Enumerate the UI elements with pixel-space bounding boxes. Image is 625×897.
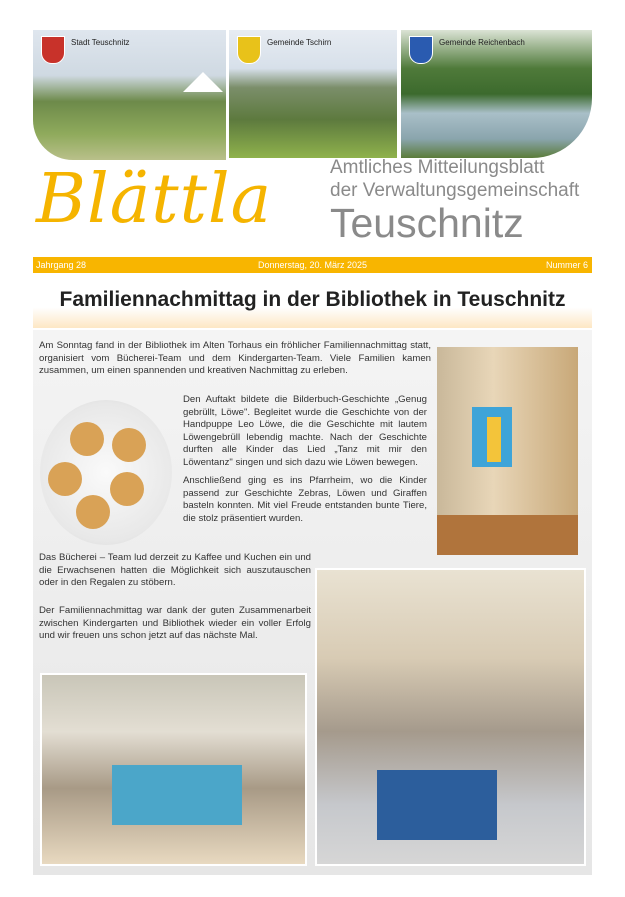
photo-reichenbach <box>401 30 592 158</box>
craft-table-photo <box>40 673 307 866</box>
issue-bar <box>33 257 592 273</box>
photo-tschirn <box>229 30 397 158</box>
photo-teuschnitz <box>33 30 226 160</box>
paragraph-3: Anschließend ging es ins Pfarrheim, wo die Kinder passend zur Geschichte Zebras, Löwen und Giraffen basteln konnten. Mit viel Freude entstanden bunte Tiere, die stolz präsentiert wurden. <box>183 475 427 524</box>
paragraph-4: Das Bücherei – Team lud derzeit zu Kaffee und Kuchen ein und die Erwachsenen hatten die Möglichkeit sich auszutauschen oder in den Regalen zu stöbern. <box>39 552 311 589</box>
newsletter-logo: Blättla <box>36 160 273 239</box>
paragraph-5: Der Familiennachmittag war dank der guten Zusammenarbeit zwischen Kindergarten und Bibliothek wieder ein voller Erfolg und wir freuen uns schon jetzt auf das nächste Mal. <box>39 605 311 642</box>
town-name: Teuschnitz <box>330 200 524 246</box>
issue-number: Nummer 6 <box>545 260 588 270</box>
article-body <box>33 330 592 875</box>
crest-icon <box>409 36 433 64</box>
volume: Jahrgang 28 <box>36 260 87 270</box>
child-with-giraffe-photo <box>437 347 578 555</box>
issue-date: Donnerstag, 20. März 2025 <box>257 260 368 270</box>
crest-icon <box>41 36 65 64</box>
photo-label: Gemeinde Reichenbach <box>439 38 525 47</box>
crest-icon <box>237 36 261 64</box>
cookies-photo <box>40 400 172 545</box>
article-headline: Familiennachmittag in der Bibliothek in Teuschnitz <box>33 282 592 328</box>
photo-label: Gemeinde Tschirn <box>267 38 332 47</box>
subtitle-line-1: Amtliches Mitteilungsblatt <box>330 157 545 178</box>
paragraph-1: Am Sonntag fand in der Bibliothek im Alten Torhaus ein fröhlicher Familiennachmittag statt, organisiert vom Bücherei-Team und dem Kindergarten-Team. Viele Familien kamen zusammen, um einen spannenden und kreativen Nachmittag zu erleben. <box>39 340 431 377</box>
subtitle-line-2: der Verwaltungsgemeinschaft <box>330 180 580 201</box>
group-reading-photo <box>315 568 586 866</box>
photo-label: Stadt Teuschnitz <box>71 38 130 47</box>
paragraph-2: Den Auftakt bildete die Bilderbuch-Geschichte „Genug gebrüllt, Löwe". Begleitet wurde die Geschichte von der Handpuppe Leo Löwe, die die Geschichte mit lautem Löwengebrüll lebendig machte. Nach der Geschichte durften alle Kinder das Lied „Tanz mit mir den Löwentanz" singen und sich dazu wie Löwen bewegen. <box>183 394 427 468</box>
